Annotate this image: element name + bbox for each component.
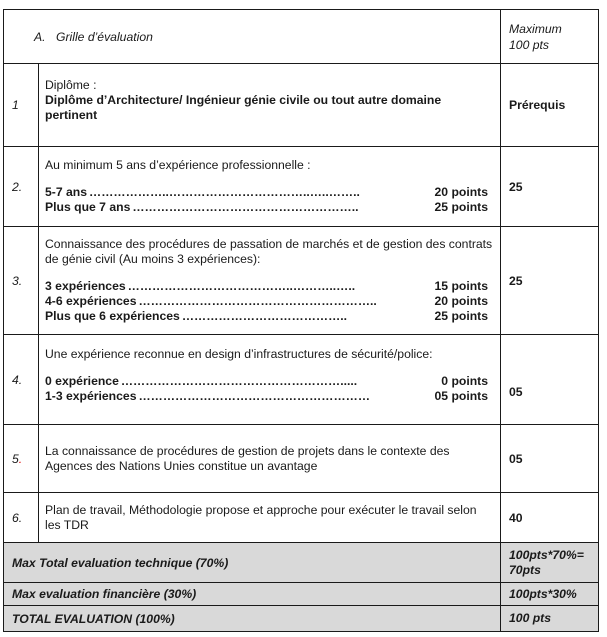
- scoring-points: 20 points: [434, 294, 489, 308]
- row-number: [4, 425, 39, 493]
- scoring-line: [45, 374, 494, 389]
- criteria-intro: La connaissance de procédures de gestion de projets dans le contexte des Agences des Nations Unies constitue un avantage: [45, 443, 450, 473]
- criteria-intro: Au minimum 5 ans d’expérience professionnelle :: [45, 158, 311, 172]
- scoring-line: [45, 294, 494, 309]
- criteria-requirement: Diplôme d’Architecture/ Ingénieur génie civile ou tout autre domaine pertinent: [45, 92, 442, 122]
- summary-row-financial: [4, 583, 599, 606]
- max-header-cell: [501, 10, 599, 64]
- scoring-line: [45, 185, 494, 200]
- scoring-line: [45, 389, 494, 404]
- scoring-label: Plus que 7 ans: [45, 200, 131, 214]
- evaluation-grid-table: [3, 9, 599, 632]
- max-header-line2: 100 pts: [509, 37, 549, 52]
- criteria-row-3: [4, 227, 599, 335]
- scoring-line: [45, 279, 494, 294]
- scoring-points: 25 points: [434, 309, 489, 323]
- summary-row-total: [4, 606, 599, 632]
- scoring-label: 4-6 expériences: [45, 294, 137, 308]
- scoring-dots: ……………………………………………….....: [120, 374, 358, 388]
- row-number: 3.: [4, 227, 39, 335]
- criteria-row-1: [4, 64, 599, 147]
- summary-value-line1: 100pts*70%=: [509, 547, 584, 562]
- scoring-label: 1-3 expériences: [45, 389, 137, 403]
- criteria-row-5: [4, 425, 599, 493]
- criteria-row-4: [4, 335, 599, 425]
- row-number: 6.: [4, 493, 39, 543]
- summary-value: 100pts*30%: [501, 583, 599, 606]
- scoring-line: [45, 309, 494, 324]
- criteria-intro: Diplôme :: [45, 77, 97, 92]
- criteria-max: 05: [501, 425, 599, 493]
- summary-value-line2: 70pts: [509, 562, 541, 577]
- scoring-points: 20 points: [434, 185, 489, 199]
- criteria-intro: Plan de travail, Méthodologie propose et approche pour exécuter le travail selon les TDR: [45, 502, 477, 532]
- scoring-points: 15 points: [434, 279, 489, 293]
- scoring-points: 25 points: [434, 200, 489, 214]
- summary-label: Max Total evaluation technique (70%): [4, 543, 501, 583]
- grid-title: Grille d’évaluation: [56, 29, 153, 44]
- criteria-description: [39, 147, 501, 227]
- grid-title-cell: [4, 10, 501, 64]
- header-row: [4, 10, 599, 64]
- scoring-dots: ………………..……………………………..…..……..: [89, 185, 360, 199]
- section-letter: A.: [34, 29, 46, 44]
- summary-label: Max evaluation financière (30%): [4, 583, 501, 606]
- summary-value: 100 pts: [501, 606, 599, 632]
- scoring-dots: …………………………………………………: [138, 389, 371, 403]
- criteria-intro: Une expérience reconnue en design d’infrastructures de sécurité/police:: [45, 347, 433, 361]
- scoring-label: 5-7 ans: [45, 185, 88, 199]
- summary-row-technical: [4, 543, 599, 583]
- scoring-dots: …………………………………..: [181, 309, 348, 323]
- max-header-line1: Maximum: [509, 21, 562, 36]
- scoring-dots: …………………………………………………..: [138, 294, 377, 308]
- criteria-max: 25: [501, 227, 599, 335]
- criteria-max: Prérequis: [501, 64, 599, 147]
- criteria-max: 05: [501, 335, 599, 425]
- scoring-line: [45, 200, 494, 215]
- criteria-row-2: [4, 147, 599, 227]
- summary-label: TOTAL EVALUATION (100%): [4, 606, 501, 632]
- row-number-digit: 5: [12, 451, 19, 466]
- criteria-max: 25: [501, 147, 599, 227]
- scoring-points: 0 points: [441, 374, 489, 388]
- row-number: 2.: [4, 147, 39, 227]
- criteria-row-6: [4, 493, 599, 543]
- criteria-description: [39, 425, 501, 493]
- row-number: 1: [4, 64, 39, 147]
- criteria-description: [39, 493, 501, 543]
- scoring-dots: ………………………………………………..: [132, 200, 359, 214]
- scoring-dots: …………………………………..………..…..: [127, 279, 356, 293]
- criteria-max: 40: [501, 493, 599, 543]
- criteria-intro: Connaissance des procédures de passation de marchés et de gestion des contrats de génie civil (Au moins 3 expériences):: [45, 237, 493, 266]
- criteria-description: [39, 64, 501, 147]
- scoring-label: Plus que 6 expériences: [45, 309, 180, 323]
- row-number-period: .: [18, 451, 23, 466]
- scoring-label: 3 expériences: [45, 279, 126, 293]
- scoring-points: 05 points: [434, 389, 489, 403]
- summary-value: [501, 543, 599, 583]
- criteria-description: [39, 335, 501, 425]
- criteria-description: [39, 227, 501, 335]
- scoring-label: 0 expérience: [45, 374, 119, 388]
- row-number: 4.: [4, 335, 39, 425]
